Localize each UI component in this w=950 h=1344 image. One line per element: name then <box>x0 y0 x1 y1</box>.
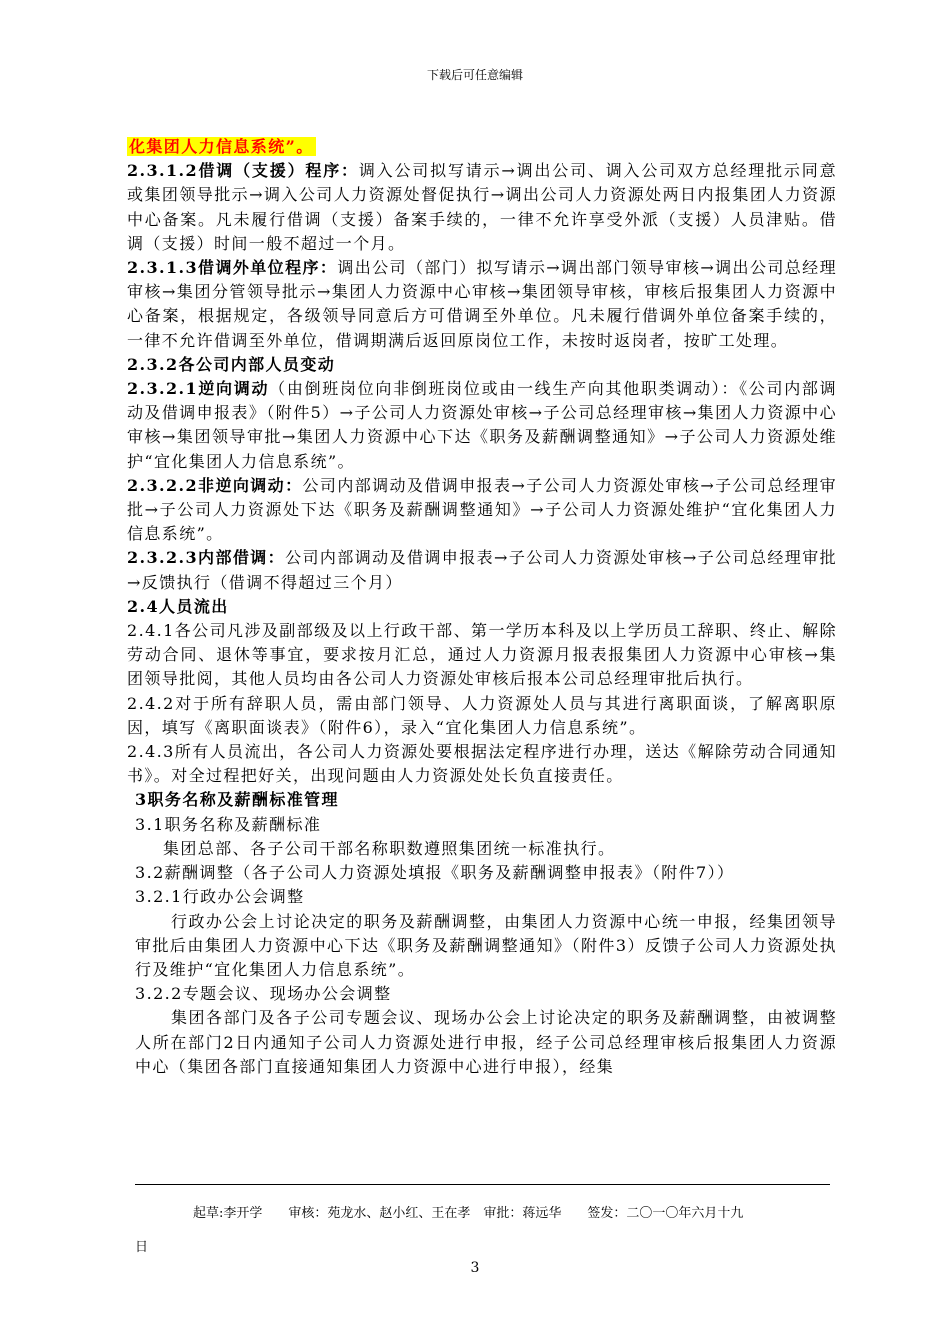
paragraph-2-3-2-1 <box>127 377 837 474</box>
highlighted-text: 化集团人力信息系统”。 <box>129 137 314 156</box>
paragraph-text: （由倒班岗位向非倒班岗位或由一线生产向其他职类调动）：《公司内部调动及借调申报表》（附件5）→子公司人力资源处审核→子公司总经理审核→集团人力资源中心审核→集团领导审批→集团人力资源中心下达《职务及薪酬调整通知》→子公司人力资源处维护“宜化集团人力信息系统”。 <box>127 379 837 471</box>
footer-approval-line-end: 日 <box>135 1240 149 1255</box>
section-title: 2.3.2.3内部借调： <box>127 548 286 568</box>
subheading-3-2: 3.2薪酬调整（各子公司人力资源处填报《职务及薪酬调整申报表》（附件7）） <box>135 863 735 883</box>
heading-2-4: 2.4人员流出 <box>127 596 229 616</box>
paragraph-2-3-2-2 <box>127 474 837 547</box>
paragraph-text: 公司内部调动及借调申报表→子公司人力资源处审核→子公司总经理审批→子公司人力资源处下达《职务及薪酬调整通知》→子公司人力资源处维护“宜化集团人力信息系统”。 <box>127 475 837 544</box>
paragraph-text: 公司内部调动及借调申报表→子公司人力资源处审核→子公司总经理审批→反馈执行（借调不得超过三个月） <box>127 548 837 592</box>
subheading-3-1: 3.1职务名称及薪酬标准 <box>135 814 322 834</box>
paragraph-text: 调入公司拟写请示→调出公司、调入公司双方总经理批示同意或集团领导批示→调入公司人力资源处督促执行→调出公司人力资源处两日内报集团人力资源中心备案。凡未履行借调（支援）备案手续的，一律不允许享受外派（支援）人员津贴。借调（支援）时间一般不超过一个月。 <box>127 161 837 253</box>
page-footer <box>135 1197 835 1265</box>
section-title: 2.3.1.2借调（支援）程序： <box>127 161 359 181</box>
subheading-3-2-1: 3.2.1行政办公会调整 <box>135 887 305 907</box>
footer-approval-line: 起草:李开学 审核：苑龙水、赵小红、王在孝 审批：蒋远华 签发：二〇一〇年六月十九 <box>193 1206 744 1221</box>
paragraph-continuation <box>127 135 837 159</box>
footer-divider <box>135 1184 830 1185</box>
paragraph-3-2-1: 行政办公会上讨论决定的职务及薪酬调整，由集团人力资源中心统一申报，经集团领导审批后由集团人力资源中心下达《职务及薪酬调整通知》（附件3）反馈子公司人力资源处执行及维护“宜化集团人力信息系统”。 <box>135 911 837 979</box>
section-title: 2.3.1.3借调外单位程序： <box>127 258 338 278</box>
document-body <box>127 135 837 1079</box>
heading-3: 3职务名称及薪酬标准管理 <box>135 790 339 810</box>
paragraph-2-3-2-3 <box>127 546 837 594</box>
paragraph-2-4-3: 2.4.3所有人员流出，各公司人力资源处要根据法定程序进行办理，送达《解除劳动合同通知书》。对全过程把好关，出现问题由人力资源处处长负直接责任。 <box>127 742 837 786</box>
paragraph-2-4-1: 2.4.1各公司凡涉及副部级及以上行政干部、第一学历本科及以上学历员工辞职、终止、解除劳动合同、退休等事宜，要求按月汇总，通过人力资源月报表报集团人力资源中心审核→集团领导批阅，其他人员均由各公司人力资源处审核后报本公司总经理审批后执行。 <box>127 621 837 689</box>
paragraph-2-3-1-2 <box>127 159 837 256</box>
paragraph-3-2-2: 集团各部门及各子公司专题会议、现场办公会上讨论决定的职务及薪酬调整，由被调整人所在部门2日内通知子公司人力资源处进行申报，经子公司总经理审核后报集团人力资源中心（集团各部门直接通知集团人力资源中心进行申报），经集 <box>135 1008 837 1076</box>
page-header: 下载后可任意编辑 <box>426 68 523 82</box>
paragraph-text: 调出公司（部门）拟写请示→调出部门领导审核→调出公司总经理审核→集团分管领导批示→集团人力资源中心审核→集团领导审核，审核后报集团人力资源中心备案，根据规定，各级领导同意后方可借调至外单位。凡未履行借调外单位备案手续的，一律不允许借调至外单位，借调期满后返回原岗位工作，未按时返岗者，按旷工处理。 <box>127 258 837 350</box>
section-title: 2.3.2.2非逆向调动： <box>127 475 303 495</box>
section-title: 2.3.2.1逆向调动 <box>127 379 270 399</box>
paragraph-2-4-2: 2.4.2对于所有辞职人员，需由部门领导、人力资源处人员与其进行离职面谈，了解离职原因，填写《离职面谈表》（附件6），录入“宜化集团人力信息系统”。 <box>127 693 837 737</box>
paragraph-3-1: 集团总部、各子公司干部名称职数遵照集团统一标准执行。 <box>163 838 616 858</box>
paragraph-2-3-1-3 <box>127 256 837 353</box>
page-number: 3 <box>470 1260 480 1276</box>
heading-2-3-2: 2.3.2各公司内部人员变动 <box>127 354 336 374</box>
subheading-3-2-2: 3.2.2专题会议、现场办公会调整 <box>135 984 392 1004</box>
